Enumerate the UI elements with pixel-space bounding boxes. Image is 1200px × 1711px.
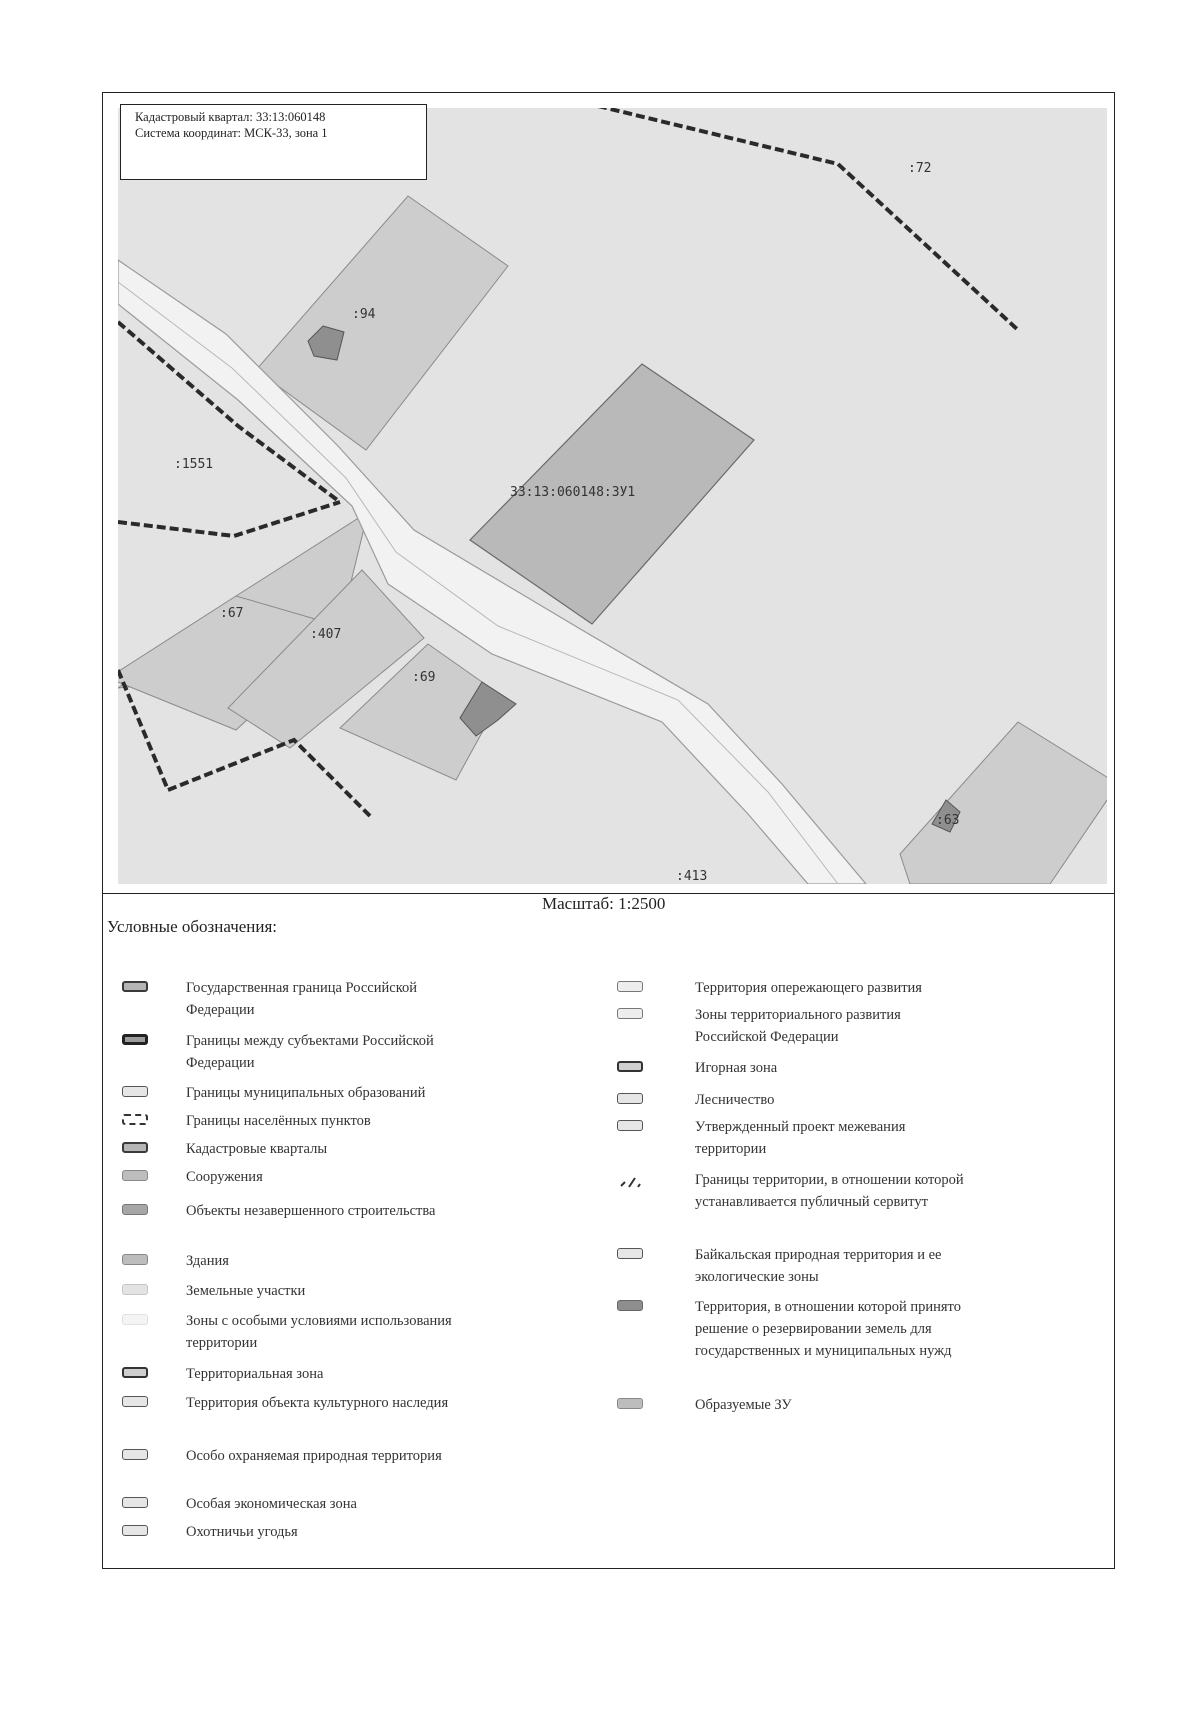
legend-swatch-icon bbox=[617, 1093, 643, 1104]
legend-swatch-icon bbox=[122, 1114, 148, 1125]
legend-title: Условные обозначения: bbox=[107, 917, 278, 936]
boundary-north bbox=[598, 108, 1018, 330]
legend-swatch-icon bbox=[617, 1173, 643, 1184]
legend-swatch-icon bbox=[617, 1061, 643, 1072]
legend-swatch-icon bbox=[617, 1008, 643, 1019]
legend-item-label: Границы муниципальных образований bbox=[186, 1085, 426, 1101]
legend-swatch-icon bbox=[122, 1204, 148, 1215]
legend-swatch-icon bbox=[617, 1398, 643, 1409]
cadastral-quarter: Кадастровый квартал: 33:13:060148 bbox=[135, 110, 326, 124]
legend-item-label: Сооружения bbox=[186, 1169, 263, 1185]
label-407: :407 bbox=[310, 627, 342, 642]
legend-swatch-icon bbox=[617, 1120, 643, 1131]
legend-swatch-icon bbox=[122, 1525, 148, 1536]
boundary-1551-south bbox=[118, 502, 340, 536]
legend-item-label: Охотничьи угодья bbox=[186, 1524, 298, 1540]
legend-swatch-icon bbox=[122, 1284, 148, 1295]
legend-item-label: Государственная граница Российской Федерации bbox=[186, 980, 418, 1018]
legend-item-label: Кадастровые кварталы bbox=[186, 1141, 328, 1157]
label-413: :413 bbox=[676, 869, 708, 884]
legend-swatch-icon bbox=[122, 981, 148, 992]
legend-item-label: Границы населённых пунктов bbox=[186, 1113, 371, 1129]
legend-item-label: Земельные участки bbox=[186, 1283, 306, 1299]
legend-swatch-icon bbox=[122, 1142, 148, 1153]
parcel-63[interactable] bbox=[900, 722, 1107, 884]
map-scale: Масштаб: 1:2500 bbox=[542, 894, 666, 913]
legend-item-label: Образуемые ЗУ bbox=[695, 1397, 792, 1413]
legend-item-label: Утвержденный проект межевания территории bbox=[695, 1119, 906, 1157]
legend-swatch-icon bbox=[122, 1449, 148, 1460]
road bbox=[118, 260, 866, 884]
coordinate-system: Система координат: МСК-33, зона 1 bbox=[135, 126, 328, 140]
legend-swatch-icon bbox=[122, 1086, 148, 1097]
legend-swatch-icon bbox=[617, 1248, 643, 1259]
legend-item-label: Байкальская природная территория и ее экологические зоны bbox=[695, 1247, 942, 1285]
legend-item-label: Границы территории, в отношении которой устанавливается публичный сервитут bbox=[695, 1172, 964, 1210]
legend-item-label: Территориальная зона bbox=[186, 1366, 324, 1382]
legend-item-label: Территория объекта культурного наследия bbox=[186, 1395, 449, 1411]
legend-item-label: Объекты незавершенного строительства bbox=[186, 1203, 436, 1219]
legend-item-label: Особая экономическая зона bbox=[186, 1496, 357, 1512]
legend-item-label: Зоны территориального развития Российской Федерации bbox=[695, 1007, 901, 1045]
legend-item-label: Зоны с особыми условиями использования территории bbox=[186, 1313, 452, 1351]
label-94: :94 bbox=[352, 307, 376, 322]
legend-swatch-icon bbox=[617, 981, 643, 992]
legend-swatch-icon bbox=[122, 1367, 148, 1378]
legend-item-label: Территория опережающего развития bbox=[695, 980, 922, 996]
legend-item-label: Здания bbox=[186, 1253, 229, 1269]
map-canvas bbox=[118, 108, 1107, 884]
map-info-box bbox=[120, 104, 427, 180]
label-63: :63 bbox=[936, 813, 960, 828]
legend-item-label: Лесничество bbox=[695, 1092, 775, 1108]
legend-item-label: Игорная зона bbox=[695, 1060, 778, 1076]
label-69: :69 bbox=[412, 670, 436, 685]
legend-swatch-icon bbox=[122, 1254, 148, 1265]
legend-swatch-icon bbox=[617, 1300, 643, 1311]
legend-swatch-icon bbox=[122, 1314, 148, 1325]
legend-item-label: Особо охраняемая природная территория bbox=[186, 1448, 442, 1464]
legend-swatch-icon bbox=[122, 1497, 148, 1508]
cadastral-map[interactable] bbox=[118, 108, 1107, 884]
label-67: :67 bbox=[220, 606, 244, 621]
legend-swatch-icon bbox=[122, 1034, 148, 1045]
legend-swatch-icon bbox=[122, 1396, 148, 1407]
legend-swatch-icon bbox=[122, 1170, 148, 1181]
label-72: :72 bbox=[908, 161, 932, 176]
label-zu1: 33:13:060148:ЗУ1 bbox=[510, 485, 636, 500]
label-1551: :1551 bbox=[174, 457, 214, 472]
legend-item-label: Территория, в отношении которой принято решение о резервировании земель для государственных и муниципальных нужд bbox=[695, 1299, 961, 1359]
legend-item-label: Границы между субъектами Российской Федерации bbox=[186, 1033, 434, 1071]
